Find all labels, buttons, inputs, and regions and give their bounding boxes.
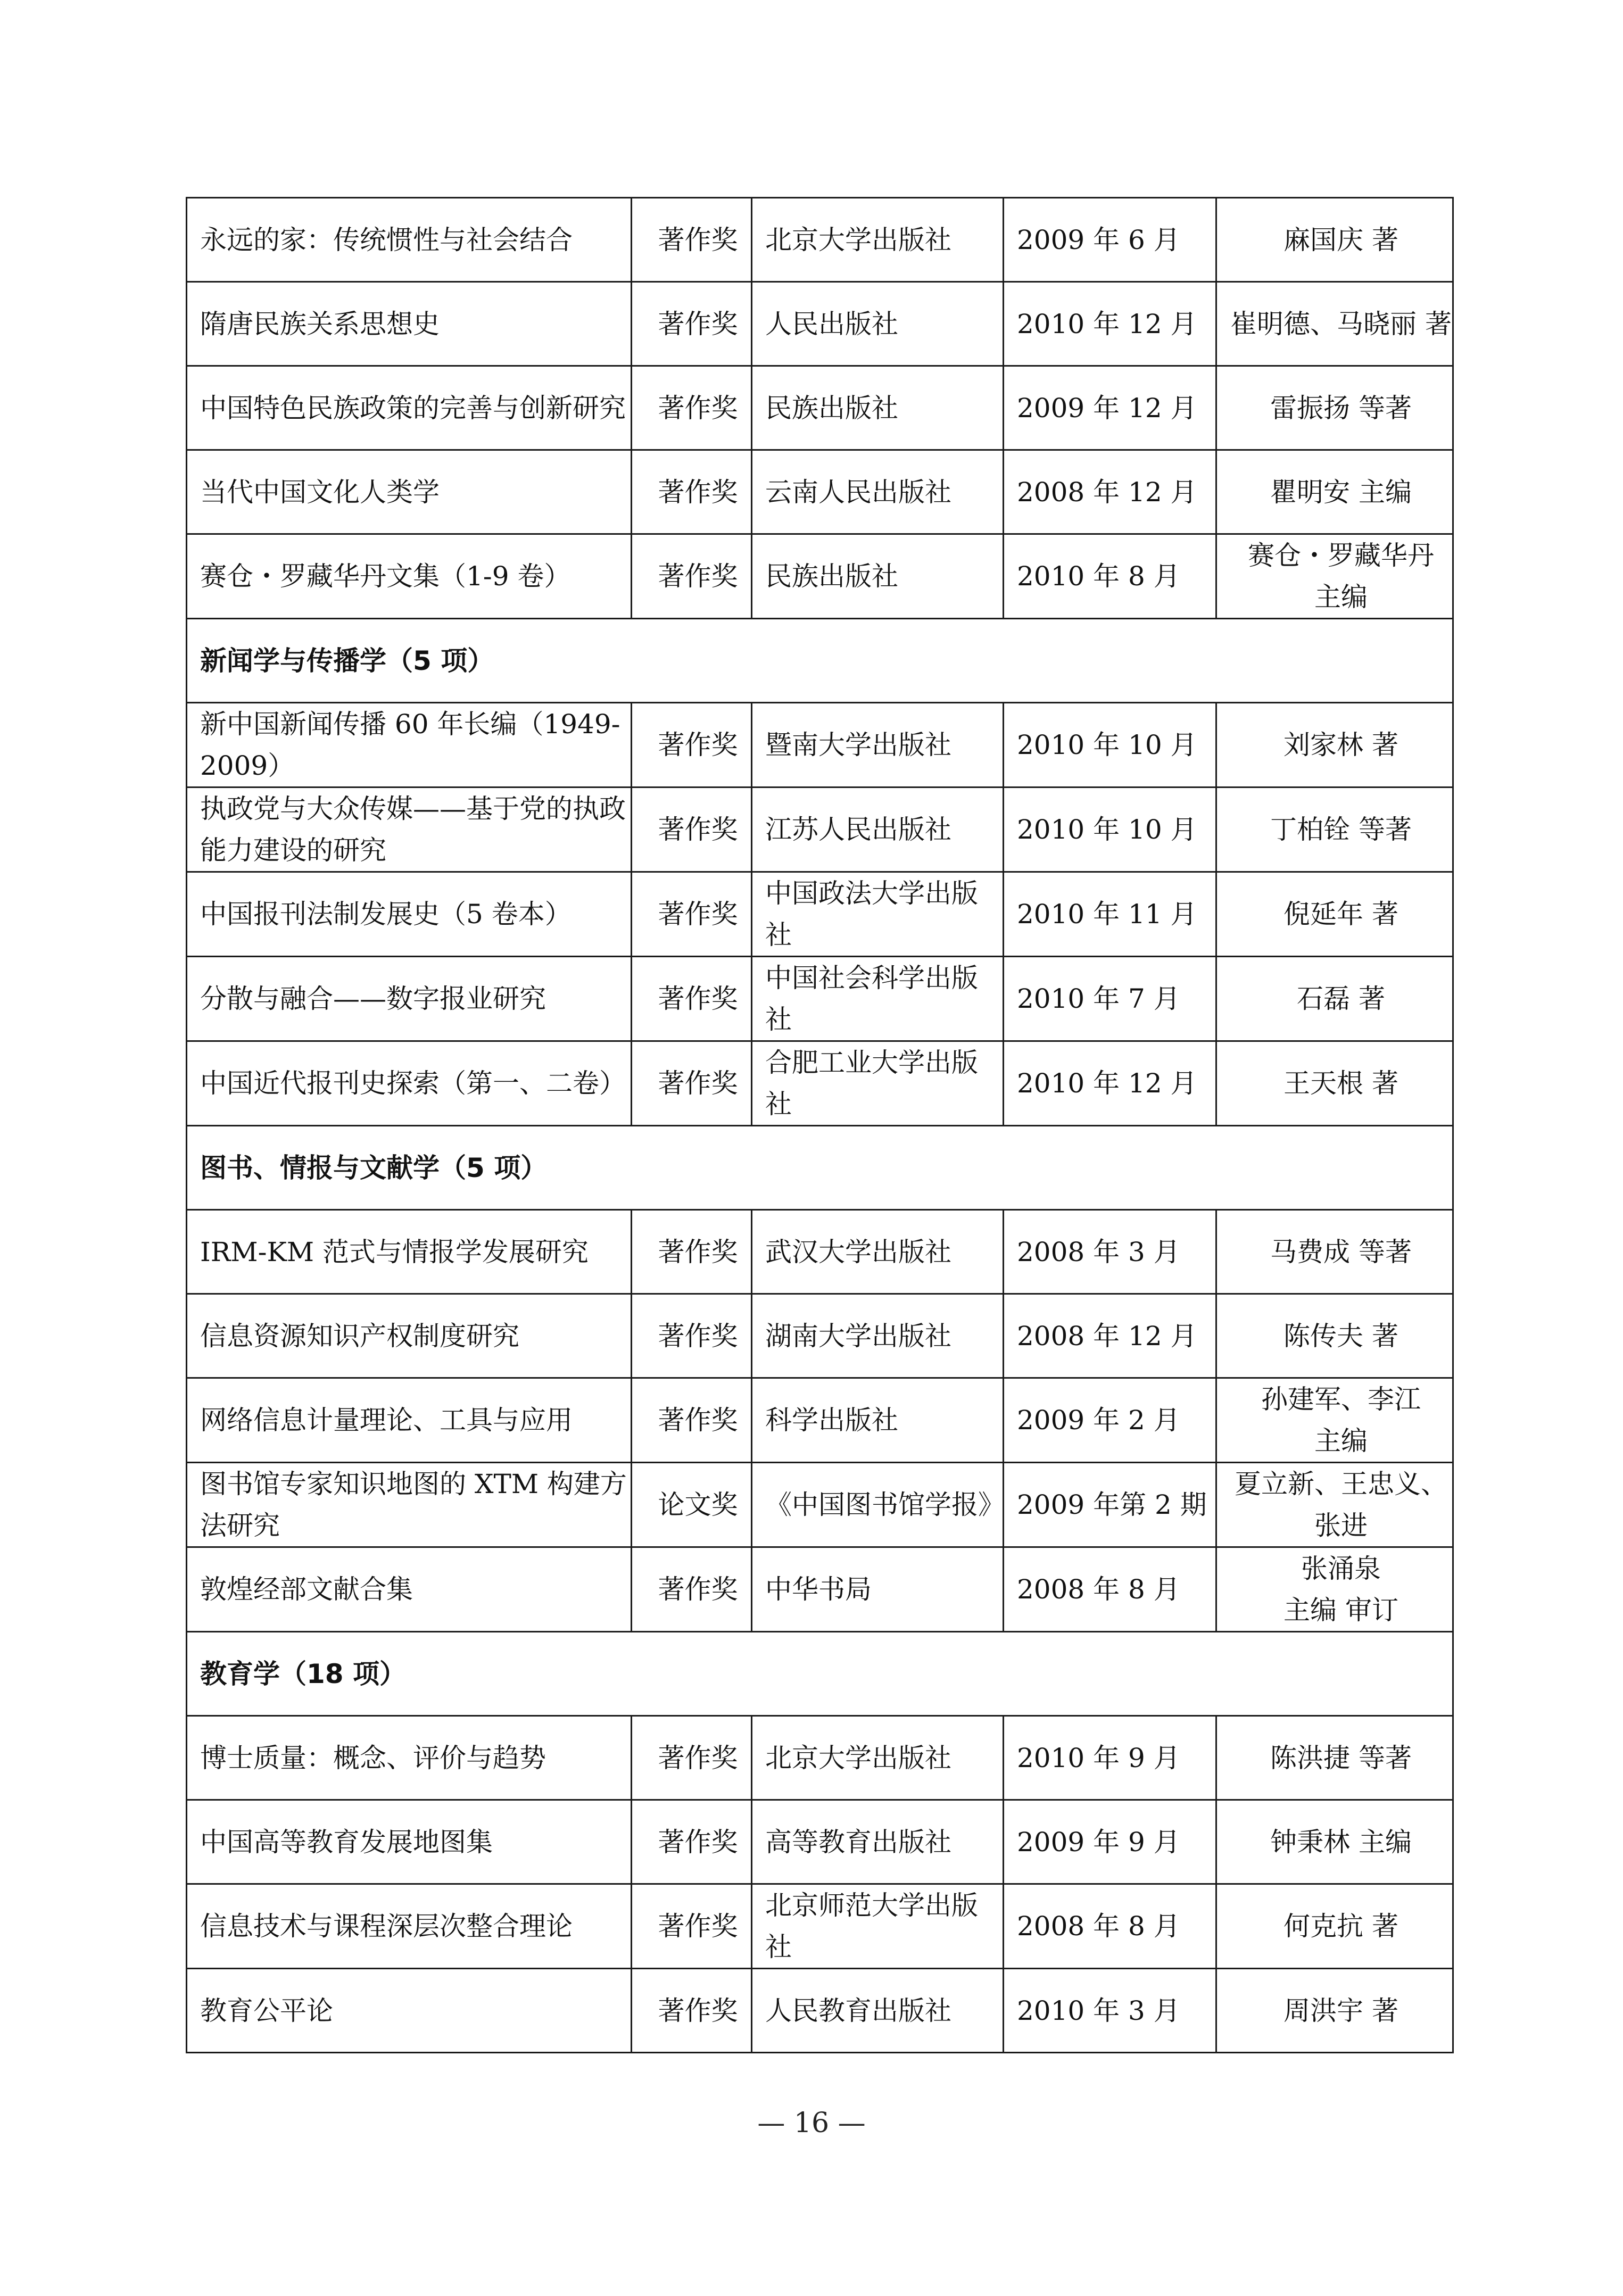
publication-date-text: 2010 年 7 月 — [1017, 983, 1180, 1014]
work-title-text: 博士质量：概念、评价与趋势 — [200, 1742, 546, 1773]
table-row — [187, 366, 1453, 450]
publication-date-cell — [1004, 198, 1216, 282]
award-type-text: 著作奖 — [658, 392, 738, 424]
section-header — [187, 619, 1453, 703]
author-cell — [1216, 450, 1453, 534]
author-cell — [1216, 1800, 1453, 1884]
award-type-cell — [632, 534, 752, 619]
author-text: 麻国庆 著 — [1284, 224, 1398, 255]
publication-date-text: 2010 年 10 月 — [1017, 814, 1197, 845]
publication-date-text: 2008 年 3 月 — [1017, 1236, 1180, 1267]
author-text: 夏立新、王忠义、 张进 — [1235, 1469, 1447, 1541]
award-type-cell — [632, 366, 752, 450]
publication-date-cell — [1004, 872, 1216, 957]
author-text: 王天根 著 — [1284, 1068, 1398, 1099]
publication-date-text: 2008 年 8 月 — [1017, 1574, 1180, 1605]
publisher-cell — [752, 534, 1004, 619]
publisher-text: 湖南大学出版社 — [765, 1320, 951, 1352]
award-type-cell — [632, 872, 752, 957]
award-type-cell — [632, 1800, 752, 1884]
table-row — [187, 450, 1453, 534]
section-header-row — [187, 1126, 1453, 1210]
publisher-text: 科学出版社 — [765, 1405, 898, 1436]
table-row — [187, 1463, 1453, 1547]
work-title-text: 敦煌经部文献合集 — [200, 1574, 413, 1605]
work-title-text: 永远的家：传统惯性与社会结合 — [200, 224, 573, 255]
publisher-text: 合肥工业大学出版社 — [765, 1047, 978, 1120]
publication-date-text: 2009 年 12 月 — [1017, 392, 1197, 424]
work-title-cell — [187, 1041, 632, 1126]
work-title-text: 中国近代报刊史探索（第一、二卷） — [200, 1068, 626, 1099]
table-row — [187, 1294, 1453, 1378]
author-text: 崔明德、马晓丽 著 — [1230, 308, 1452, 339]
publisher-text: 云南人民出版社 — [765, 476, 951, 508]
author-cell — [1216, 1547, 1453, 1632]
section-label: 新闻学与传播学（5 项） — [200, 645, 494, 676]
publication-date-text: 2008 年 12 月 — [1017, 1320, 1197, 1352]
publication-date-cell — [1004, 1294, 1216, 1378]
award-type-cell — [632, 1716, 752, 1800]
publication-date-cell — [1004, 1547, 1216, 1632]
publisher-text: 《中国图书馆学报》 — [765, 1489, 1005, 1520]
publisher-text: 民族出版社 — [765, 392, 898, 424]
publication-date-text: 2010 年 10 月 — [1017, 730, 1197, 760]
publisher-cell — [752, 703, 1004, 788]
author-text: 周洪宇 著 — [1284, 1995, 1398, 2026]
table-row — [187, 534, 1453, 619]
award-type-text: 著作奖 — [658, 1995, 738, 2026]
publication-date-text: 2010 年 12 月 — [1017, 308, 1197, 339]
award-type-cell — [632, 1547, 752, 1632]
publisher-text: 北京大学出版社 — [765, 1742, 951, 1773]
work-title-text: 执政党与大众传媒——基于党的执政能力建设的研究 — [200, 793, 626, 866]
work-title-text: 信息资源知识产权制度研究 — [200, 1320, 519, 1352]
work-title-cell — [187, 198, 632, 282]
author-text: 倪延年 著 — [1284, 899, 1398, 930]
publication-date-cell — [1004, 366, 1216, 450]
award-type-text: 著作奖 — [658, 476, 738, 508]
section-header — [187, 1126, 1453, 1210]
publisher-text: 中国社会科学出版社 — [765, 963, 978, 1035]
work-title-cell — [187, 1884, 632, 1969]
award-type-cell — [632, 1210, 752, 1294]
publisher-cell — [752, 450, 1004, 534]
publication-date-cell — [1004, 788, 1216, 872]
author-cell — [1216, 282, 1453, 366]
publication-date-cell — [1004, 1969, 1216, 2053]
publication-date-cell — [1004, 534, 1216, 619]
work-title-cell — [187, 1969, 632, 2053]
table-row — [187, 1884, 1453, 1969]
work-title-text: 中国特色民族政策的完善与创新研究 — [200, 392, 626, 424]
publication-date-cell — [1004, 1800, 1216, 1884]
work-title-text: 中国高等教育发展地图集 — [200, 1826, 493, 1858]
author-cell — [1216, 198, 1453, 282]
award-type-text: 著作奖 — [658, 983, 738, 1014]
work-title-text: 当代中国文化人类学 — [200, 476, 440, 508]
publisher-text: 武汉大学出版社 — [765, 1236, 951, 1267]
publication-date-cell — [1004, 957, 1216, 1041]
publisher-cell — [752, 1547, 1004, 1632]
award-type-cell — [632, 198, 752, 282]
work-title-cell — [187, 1547, 632, 1632]
work-title-cell — [187, 957, 632, 1041]
publisher-cell — [752, 198, 1004, 282]
award-type-cell — [632, 1378, 752, 1463]
author-text: 瞿明安 主编 — [1270, 476, 1412, 508]
award-type-cell — [632, 703, 752, 788]
award-type-text: 著作奖 — [658, 814, 738, 845]
work-title-cell — [187, 366, 632, 450]
work-title-text: 中国报刊法制发展史（5 卷本） — [200, 899, 572, 930]
author-text: 何克抗 著 — [1284, 1911, 1398, 1942]
award-type-cell — [632, 788, 752, 872]
section-header-row — [187, 1632, 1453, 1716]
publisher-cell — [752, 1884, 1004, 1969]
publication-date-text: 2009 年 6 月 — [1017, 224, 1180, 255]
table-row — [187, 1716, 1453, 1800]
publisher-text: 暨南大学出版社 — [765, 730, 951, 760]
author-cell — [1216, 872, 1453, 957]
table-row — [187, 788, 1453, 872]
publication-date-cell — [1004, 450, 1216, 534]
award-type-text: 著作奖 — [658, 1826, 738, 1858]
work-title-cell — [187, 534, 632, 619]
work-title-text: 信息技术与课程深层次整合理论 — [200, 1911, 573, 1942]
work-title-text: 图书馆专家知识地图的 XTM 构建方法研究 — [200, 1469, 627, 1541]
publisher-cell — [752, 1210, 1004, 1294]
author-cell — [1216, 957, 1453, 1041]
work-title-cell — [187, 1800, 632, 1884]
author-cell — [1216, 1378, 1453, 1463]
award-type-text: 著作奖 — [658, 1574, 738, 1605]
award-type-text: 著作奖 — [658, 1236, 738, 1267]
publisher-text: 中华书局 — [765, 1574, 872, 1605]
award-type-text: 著作奖 — [658, 1068, 738, 1099]
award-type-text: 著作奖 — [658, 561, 738, 592]
page-number: — 16 — — [757, 2107, 866, 2139]
award-type-cell — [632, 1884, 752, 1969]
publisher-cell — [752, 1463, 1004, 1547]
section-header — [187, 1632, 1453, 1716]
section-header-row — [187, 619, 1453, 703]
author-text: 张涌泉 主编 审订 — [1284, 1553, 1398, 1626]
table-row — [187, 1041, 1453, 1126]
publisher-cell — [752, 1378, 1004, 1463]
award-type-text: 著作奖 — [658, 224, 738, 255]
author-text: 丁柏铨 等著 — [1270, 814, 1412, 845]
award-type-cell — [632, 1294, 752, 1378]
work-title-cell — [187, 872, 632, 957]
author-text: 钟秉林 主编 — [1270, 1826, 1412, 1858]
award-type-text: 著作奖 — [658, 1911, 738, 1942]
publication-date-cell — [1004, 1716, 1216, 1800]
publication-date-cell — [1004, 282, 1216, 366]
publisher-text: 人民出版社 — [765, 308, 898, 339]
author-cell — [1216, 703, 1453, 788]
publication-date-text: 2010 年 11 月 — [1017, 899, 1197, 930]
table-row — [187, 198, 1453, 282]
author-cell — [1216, 534, 1453, 619]
author-cell — [1216, 1969, 1453, 2053]
table-row — [187, 1969, 1453, 2053]
publisher-cell — [752, 1716, 1004, 1800]
publisher-text: 人民教育出版社 — [765, 1995, 951, 2026]
awards-table — [186, 197, 1454, 2053]
award-type-text: 著作奖 — [658, 1320, 738, 1352]
publication-date-text: 2009 年第 2 期 — [1017, 1489, 1207, 1520]
author-cell — [1216, 1041, 1453, 1126]
publication-date-cell — [1004, 1210, 1216, 1294]
work-title-cell — [187, 450, 632, 534]
award-type-text: 著作奖 — [658, 730, 738, 760]
work-title-cell — [187, 1378, 632, 1463]
work-title-text: 新中国新闻传播 60 年长编（1949-2009） — [200, 709, 620, 781]
work-title-cell — [187, 703, 632, 788]
publication-date-text: 2010 年 12 月 — [1017, 1068, 1197, 1099]
author-cell — [1216, 788, 1453, 872]
award-type-text: 论文奖 — [658, 1489, 738, 1520]
publisher-text: 中国政法大学出版社 — [765, 878, 978, 950]
table-row — [187, 1210, 1453, 1294]
author-text: 雷振扬 等著 — [1270, 392, 1412, 424]
publisher-cell — [752, 788, 1004, 872]
author-cell — [1216, 1463, 1453, 1547]
publisher-cell — [752, 872, 1004, 957]
award-type-text: 著作奖 — [658, 899, 738, 930]
publication-date-cell — [1004, 1378, 1216, 1463]
publication-date-text: 2010 年 8 月 — [1017, 561, 1180, 592]
publication-date-text: 2008 年 12 月 — [1017, 476, 1197, 508]
work-title-text: IRM-KM 范式与情报学发展研究 — [200, 1236, 589, 1267]
author-text: 赛仓・罗藏华丹 主编 — [1248, 540, 1434, 612]
publisher-cell — [752, 1041, 1004, 1126]
work-title-text: 分散与融合——数字报业研究 — [200, 983, 546, 1014]
author-cell — [1216, 366, 1453, 450]
author-text: 陈洪捷 等著 — [1270, 1742, 1412, 1773]
author-cell — [1216, 1884, 1453, 1969]
publication-date-cell — [1004, 1463, 1216, 1547]
author-cell — [1216, 1210, 1453, 1294]
section-label: 图书、情报与文献学（5 项） — [200, 1152, 548, 1183]
table-row — [187, 872, 1453, 957]
table-row — [187, 1547, 1453, 1632]
work-title-text: 隋唐民族关系思想史 — [200, 308, 440, 339]
work-title-text: 网络信息计量理论、工具与应用 — [200, 1405, 573, 1436]
work-title-text: 赛仓・罗藏华丹文集（1-9 卷） — [200, 561, 571, 592]
publisher-text: 民族出版社 — [765, 561, 898, 592]
publisher-cell — [752, 282, 1004, 366]
publication-date-text: 2009 年 9 月 — [1017, 1826, 1180, 1858]
author-text: 孙建军、李江 主编 — [1261, 1384, 1421, 1456]
award-type-cell — [632, 1041, 752, 1126]
table-row — [187, 957, 1453, 1041]
publisher-text: 高等教育出版社 — [765, 1826, 951, 1858]
publication-date-text: 2008 年 8 月 — [1017, 1911, 1180, 1942]
work-title-cell — [187, 282, 632, 366]
publisher-text: 北京师范大学出版社 — [765, 1890, 978, 1962]
table-row — [187, 282, 1453, 366]
publisher-cell — [752, 1969, 1004, 2053]
publication-date-text: 2010 年 9 月 — [1017, 1742, 1180, 1773]
publication-date-text: 2010 年 3 月 — [1017, 1995, 1180, 2026]
publication-date-cell — [1004, 1884, 1216, 1969]
author-text: 马费成 等著 — [1270, 1236, 1412, 1267]
award-type-text: 著作奖 — [658, 1405, 738, 1436]
work-title-cell — [187, 1210, 632, 1294]
work-title-cell — [187, 1463, 632, 1547]
table-row — [187, 1378, 1453, 1463]
publisher-text: 北京大学出版社 — [765, 224, 951, 255]
award-type-cell — [632, 957, 752, 1041]
author-text: 刘家林 著 — [1284, 730, 1398, 760]
work-title-cell — [187, 1294, 632, 1378]
table-row — [187, 703, 1453, 788]
author-cell — [1216, 1294, 1453, 1378]
author-text: 陈传夫 著 — [1284, 1320, 1398, 1352]
award-type-text: 著作奖 — [658, 1742, 738, 1773]
award-type-cell — [632, 1463, 752, 1547]
publisher-cell — [752, 957, 1004, 1041]
section-label: 教育学（18 项） — [200, 1658, 406, 1689]
publisher-cell — [752, 366, 1004, 450]
publication-date-text: 2009 年 2 月 — [1017, 1405, 1180, 1436]
award-type-cell — [632, 282, 752, 366]
award-type-cell — [632, 1969, 752, 2053]
work-title-cell — [187, 788, 632, 872]
publisher-text: 江苏人民出版社 — [765, 814, 951, 845]
work-title-text: 教育公平论 — [200, 1995, 333, 2026]
publisher-cell — [752, 1294, 1004, 1378]
award-type-cell — [632, 450, 752, 534]
author-text: 石磊 著 — [1297, 983, 1385, 1014]
award-type-text: 著作奖 — [658, 308, 738, 339]
author-cell — [1216, 1716, 1453, 1800]
publication-date-cell — [1004, 1041, 1216, 1126]
publication-date-cell — [1004, 703, 1216, 788]
table-row — [187, 1800, 1453, 1884]
publisher-cell — [752, 1800, 1004, 1884]
work-title-cell — [187, 1716, 632, 1800]
